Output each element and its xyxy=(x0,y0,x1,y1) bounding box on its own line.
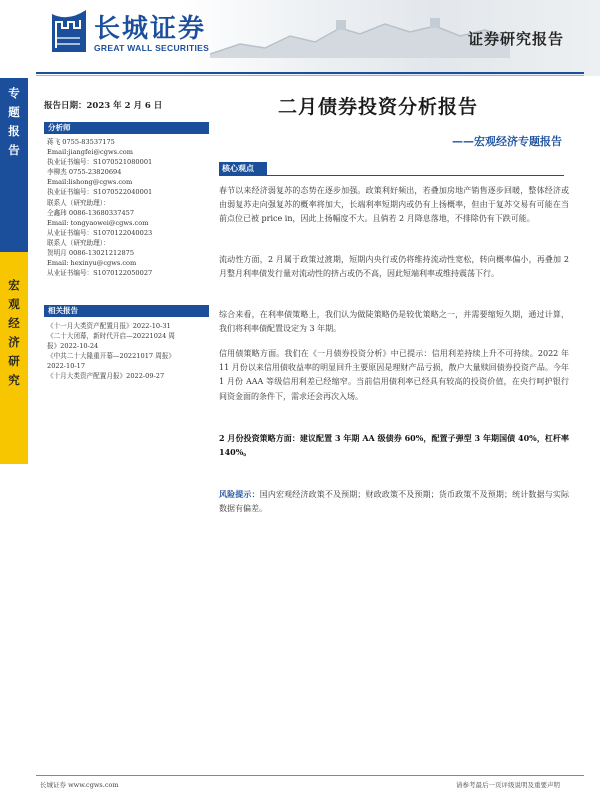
risk-label: 风险提示： xyxy=(219,489,260,499)
related-report-line: 《二十大闭幕，新时代开启—20221024 周 xyxy=(47,332,175,341)
related-report-line: 《中共二十大隆重开幕—20221017 周报》 xyxy=(47,352,175,361)
page-header xyxy=(0,0,600,76)
related-report-line: 报》2022-10-24 xyxy=(47,342,99,351)
company-logo xyxy=(50,8,230,60)
paragraph-economy: 春节以来经济弱复苏的态势在逐步加强。政策利好频出，若叠加房地产销售逐步回暖，整体经济或由弱复苏走向强复苏的概率将加大，长端利率短期内或仍有上扬概率，但由于复苏交易有可能在当前点位已被 price in，因此上扬幅度不大。且倘若 2 月降息落地，不排除仍有下跌可能。 xyxy=(219,186,569,224)
risk-text: 国内宏观经济政策不及预期；财政政策不及预期；货币政策不及预期；统计数据与实际数据有偏差。 xyxy=(219,490,570,514)
related-heading-underline xyxy=(44,316,209,317)
related-report-line: 《十月大类资产配置月报》2022-09-27 xyxy=(47,372,165,381)
paragraph-credit-strategy: 信用债策略方面。我们在《一月债券投资分析》中已提示：信用利差持续上升不可持续。2022 年 11 月份以来信用债收益率的明显回升主要原因是理财产品亏损，散户大量赎回债券投资产品。今年 1 月份 AAA 等级信用利差已经缩窄。当前信用债利率已经具有较高的投资价值，在央行呵护银行间资金面的条件下，需求还会再次入场。 xyxy=(219,349,569,401)
analysts-heading: 分析师 xyxy=(48,123,71,132)
analyst-contact-line: 贺明月 0086-13021212875 xyxy=(47,249,135,258)
footer-divider xyxy=(36,775,584,776)
paragraph-rate-strategy: 综合来看，在利率债策略上，我们认为做陡策略仍是较优策略之一，并需要缩短久期，通过计算，我们将利率债配置设定为 3 年期。 xyxy=(219,310,569,334)
related-report-line: 《十一月大类资产配置月报》2022-10-31 xyxy=(47,322,171,330)
related-heading-bar xyxy=(44,305,209,316)
analyst-contacts xyxy=(47,137,212,278)
analyst-contact-line: 蒋飞 0755-83537175 xyxy=(47,138,115,146)
related-heading: 相关报告 xyxy=(48,306,78,315)
analyst-contact-line: 执业证书编号：S1070521080001 xyxy=(47,158,153,167)
sidebar-category-label: 专 题 报 告 xyxy=(8,86,20,157)
paragraph-investment-strategy: 2 月份投资策略方面：建议配置 3 年期 AA 级债券 60%，配置子弹型 3 年期国债 40%，杠杆率 140%。 xyxy=(219,433,569,458)
analyst-contact-line: Email: tongyaowei@cgws.com xyxy=(47,218,149,227)
report-title: 二月债券投资分析报告 xyxy=(278,96,479,118)
header-divider xyxy=(36,72,584,74)
logo-text-en: GREAT WALL SECURITIES xyxy=(94,43,210,53)
footer-website: 长城证券 www.cgws.com xyxy=(40,781,119,789)
logo-text-cn: 长城证券 xyxy=(94,14,207,44)
analyst-contact-line: 从业证书编号：S1070122040023 xyxy=(47,228,153,237)
analyst-contact-line: 联系人（研究助理）： xyxy=(47,238,110,247)
paragraph-liquidity: 流动性方面，2 月属于政策过渡期，短期内央行或仍将维持流动性宽松，转向概率偏小，再叠加 2 月整月利率债发行量对流动性的挤占或仍不高，因此短端利率或维持震荡下行。 xyxy=(219,255,569,279)
analyst-contact-line: Email: hexinyu@cgws.com xyxy=(47,259,137,268)
great-wall-image xyxy=(210,14,510,58)
analyst-contact-line: 从业证书编号：S1070122050027 xyxy=(47,269,153,278)
analyst-contact-line: Email:lishong@cgws.com xyxy=(47,178,133,187)
related-reports-list xyxy=(47,321,212,382)
analyst-contact-line: 仝鑫玮 0086-13680337457 xyxy=(47,208,135,217)
core-view-heading: 核心观点 xyxy=(222,164,254,173)
core-view-heading-tab xyxy=(219,162,267,175)
footer-disclaimer: 请参考最后一页评级说明及重要声明 xyxy=(456,781,560,789)
analysts-heading-underline xyxy=(44,133,209,134)
analyst-contact-line: 联系人（研究助理）： xyxy=(47,198,110,207)
report-subtitle: ——宏观经济专题报告 xyxy=(452,135,562,148)
paragraph-risk xyxy=(219,487,569,516)
analysts-heading-bar xyxy=(44,122,209,133)
related-report-line: 2022-10-17 xyxy=(47,362,86,371)
report-date: 报告日期：2023 年 2 月 6 日 xyxy=(44,101,163,111)
analyst-contact-line: 李柳杰 0755-23820694 xyxy=(47,168,122,177)
sidebar-topic-label: 宏 观 经 济 研 究 xyxy=(8,278,20,387)
doc-type-label: 证券研究报告 xyxy=(467,30,564,48)
header-divider-thin xyxy=(36,75,584,76)
logo-icon xyxy=(50,8,88,54)
analyst-contact-line: 执业证书编号：S1070522040001 xyxy=(47,188,153,197)
analyst-contact-line: Email:jiangfei@cgws.com xyxy=(47,148,133,157)
core-view-divider xyxy=(219,175,564,176)
